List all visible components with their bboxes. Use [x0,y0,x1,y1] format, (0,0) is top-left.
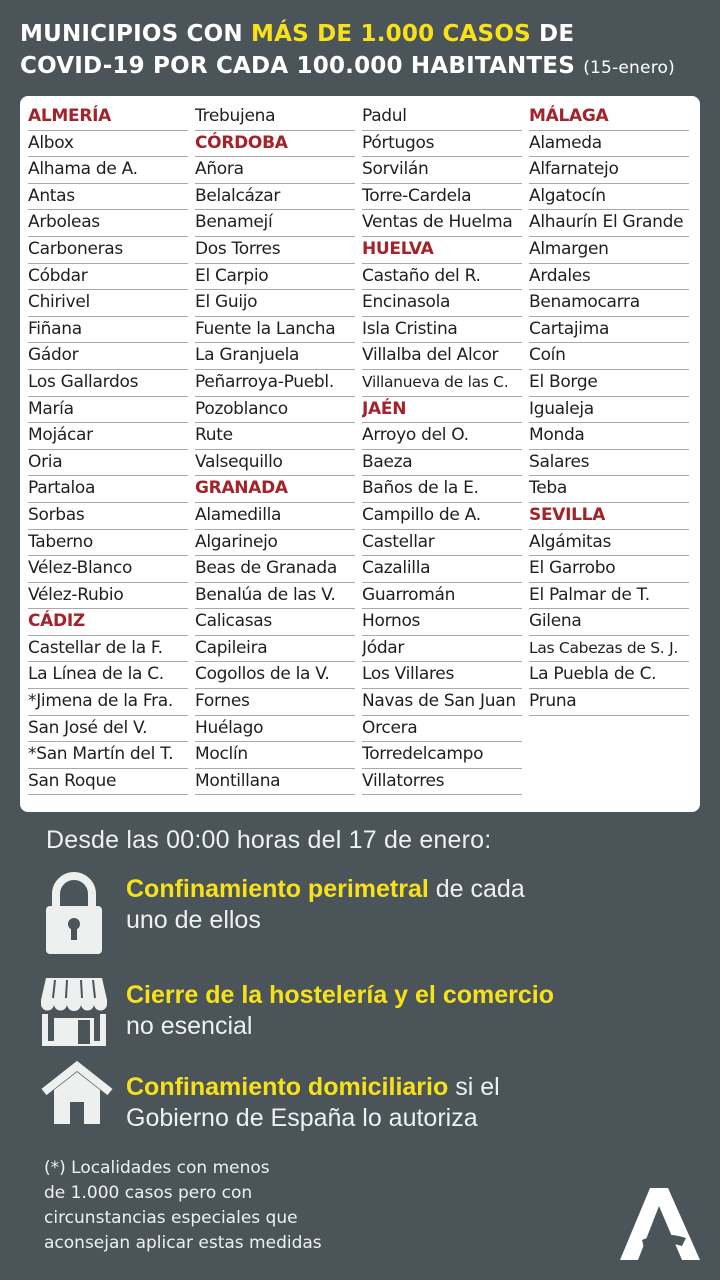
municipality-column-3 [362,104,522,795]
municipality-item: Villalba del Alcor [362,343,522,370]
page-title [20,18,710,84]
municipality-item: Alfarnatejo [529,157,689,184]
municipality-item: Almargen [529,237,689,264]
footnote-line: circunstancias especiales que [44,1208,298,1228]
municipality-item: San José del V. [28,716,188,743]
municipality-item: Castellar de la F. [28,636,188,663]
footnote-line: de 1.000 casos pero con [44,1183,253,1203]
municipality-item: El Garrobo [529,556,689,583]
municipality-item: Alamedilla [195,503,355,530]
municipality-item: Pozoblanco [195,397,355,424]
municipality-item: La Granjuela [195,343,355,370]
province-header: SEVILLA [529,503,689,530]
municipality-item: Montillana [195,769,355,796]
municipality-item: Ardales [529,264,689,291]
municipality-item: Dos Torres [195,237,355,264]
municipality-item: Calicasas [195,609,355,636]
municipality-item: Hornos [362,609,522,636]
municipality-item: Villatorres [362,769,522,796]
municipality-item: El Borge [529,370,689,397]
measure-text: Gobierno de España lo autoriza [126,1104,478,1132]
municipality-item: El Guijo [195,290,355,317]
municipality-item: Carboneras [28,237,188,264]
municipality-item: Vélez-Blanco [28,556,188,583]
measure-perimeter [126,874,525,936]
municipality-item: *Jimena de la Fra. [28,689,188,716]
title-text: COVID-19 POR CADA 100.000 HABITANTES [20,53,575,79]
province-header: CÁDIZ [28,609,188,636]
measure-title: Confinamiento domiciliario [126,1073,449,1101]
footnote-line: aconsejan aplicar estas medidas [44,1233,322,1253]
municipality-item: Baeza [362,450,522,477]
title-line-1 [20,18,710,50]
municipality-item: Monda [529,423,689,450]
municipality-item: Los Gallardos [28,370,188,397]
municipality-item: Añora [195,157,355,184]
municipality-item: El Palmar de T. [529,583,689,610]
municipality-item: Alhama de A. [28,157,188,184]
municipality-item: La Puebla de C. [529,662,689,689]
municipality-item: Albox [28,131,188,158]
municipality-item: Baños de la E. [362,476,522,503]
measure-closure [126,980,554,1042]
province-header: GRANADA [195,476,355,503]
municipality-item: La Línea de la C. [28,662,188,689]
municipality-item: Gádor [28,343,188,370]
municipality-item: Torredelcampo [362,742,522,769]
municipality-item: Fornes [195,689,355,716]
municipality-item: Benamejí [195,210,355,237]
measure-text: uno de ellos [126,906,261,934]
measure-text: de cada [428,875,525,903]
municipality-item: Algatocín [529,184,689,211]
measure-title: Confinamiento perimetral [126,875,429,903]
municipality-item: Valsequillo [195,450,355,477]
municipality-item: *San Martín del T. [28,742,188,769]
municipality-item: Partaloa [28,476,188,503]
title-line-2 [20,50,710,84]
municipality-item: Algámitas [529,530,689,557]
measure-title: Cierre de la hostelería y el comercio [126,981,554,1009]
municipality-item: Huélago [195,716,355,743]
municipality-item: Gilena [529,609,689,636]
municipality-item: Alameda [529,131,689,158]
title-text: DE [530,21,575,47]
padlock-icon [44,872,104,961]
municipality-item: Fuente la Lancha [195,317,355,344]
measure-text: si el [448,1073,500,1101]
municipality-item: María [28,397,188,424]
municipality-item: Oria [28,450,188,477]
municipality-item: Villanueva de las C. [362,370,522,397]
title-date: (15-enero) [583,58,675,78]
municipality-item: Capileira [195,636,355,663]
municipality-item: Sorbas [28,503,188,530]
municipality-item: San Roque [28,769,188,796]
municipality-item: Padul [362,104,522,131]
municipality-item: Sorvilán [362,157,522,184]
municipality-item: Arboleas [28,210,188,237]
house-icon [40,1060,114,1131]
shop-icon [40,976,108,1051]
municipality-table [20,96,700,812]
municipality-item: Benalúa de las V. [195,583,355,610]
municipality-item: Fiñana [28,317,188,344]
municipality-item: Beas de Granada [195,556,355,583]
municipality-item: Pruna [529,689,689,716]
effective-date-text: Desde las 00:00 horas del 17 de enero: [46,826,492,854]
municipality-item: Navas de San Juan [362,689,522,716]
municipality-item: Cogollos de la V. [195,662,355,689]
municipality-item: Castaño del R. [362,264,522,291]
municipality-item: Peñarroya-Puebl. [195,370,355,397]
title-text: MUNICIPIOS CON [20,21,252,47]
municipality-item: Encinasola [362,290,522,317]
municipality-item: Cóbdar [28,264,188,291]
municipality-item: Las Cabezas de S. J. [529,636,689,663]
province-header: HUELVA [362,237,522,264]
municipality-item: Campillo de A. [362,503,522,530]
province-header: ALMERÍA [28,104,188,131]
municipality-item: Trebujena [195,104,355,131]
municipality-item: Coín [529,343,689,370]
measure-home [126,1072,500,1134]
municipality-item: Jódar [362,636,522,663]
municipality-item: Igualeja [529,397,689,424]
title-highlight: MÁS DE 1.000 CASOS [251,21,531,47]
municipality-item: Isla Cristina [362,317,522,344]
province-header: MÁLAGA [529,104,689,131]
municipality-item: Benamocarra [529,290,689,317]
municipality-item: El Carpio [195,264,355,291]
municipality-column-2 [195,104,355,795]
footnote [44,1156,322,1256]
measure-text: no esencial [126,1012,253,1040]
municipality-item: Moclín [195,742,355,769]
municipality-item: Guarromán [362,583,522,610]
municipality-item: Belalcázar [195,184,355,211]
municipality-item: Cazalilla [362,556,522,583]
municipality-item: Antas [28,184,188,211]
municipality-item: Chirivel [28,290,188,317]
municipality-item: Alhaurín El Grande [529,210,689,237]
municipality-item: Mojácar [28,423,188,450]
municipality-item: Los Villares [362,662,522,689]
municipality-item: Arroyo del O. [362,423,522,450]
province-header: JAÉN [362,397,522,424]
municipality-item: Rute [195,423,355,450]
municipality-item: Algarinejo [195,530,355,557]
municipality-column-1 [28,104,188,795]
municipality-item: Castellar [362,530,522,557]
municipality-item: Teba [529,476,689,503]
municipality-item: Vélez-Rubio [28,583,188,610]
province-header: CÓRDOBA [195,131,355,158]
municipality-item: Torre-Cardela [362,184,522,211]
municipality-item: Orcera [362,716,522,743]
municipality-item: Taberno [28,530,188,557]
municipality-item: Salares [529,450,689,477]
municipality-item: Ventas de Huelma [362,210,522,237]
municipality-item: Pórtugos [362,131,522,158]
municipality-column-4 [529,104,689,716]
junta-logo [620,1186,702,1267]
municipality-item: Cartajima [529,317,689,344]
footnote-line: (*) Localidades con menos [44,1158,270,1178]
